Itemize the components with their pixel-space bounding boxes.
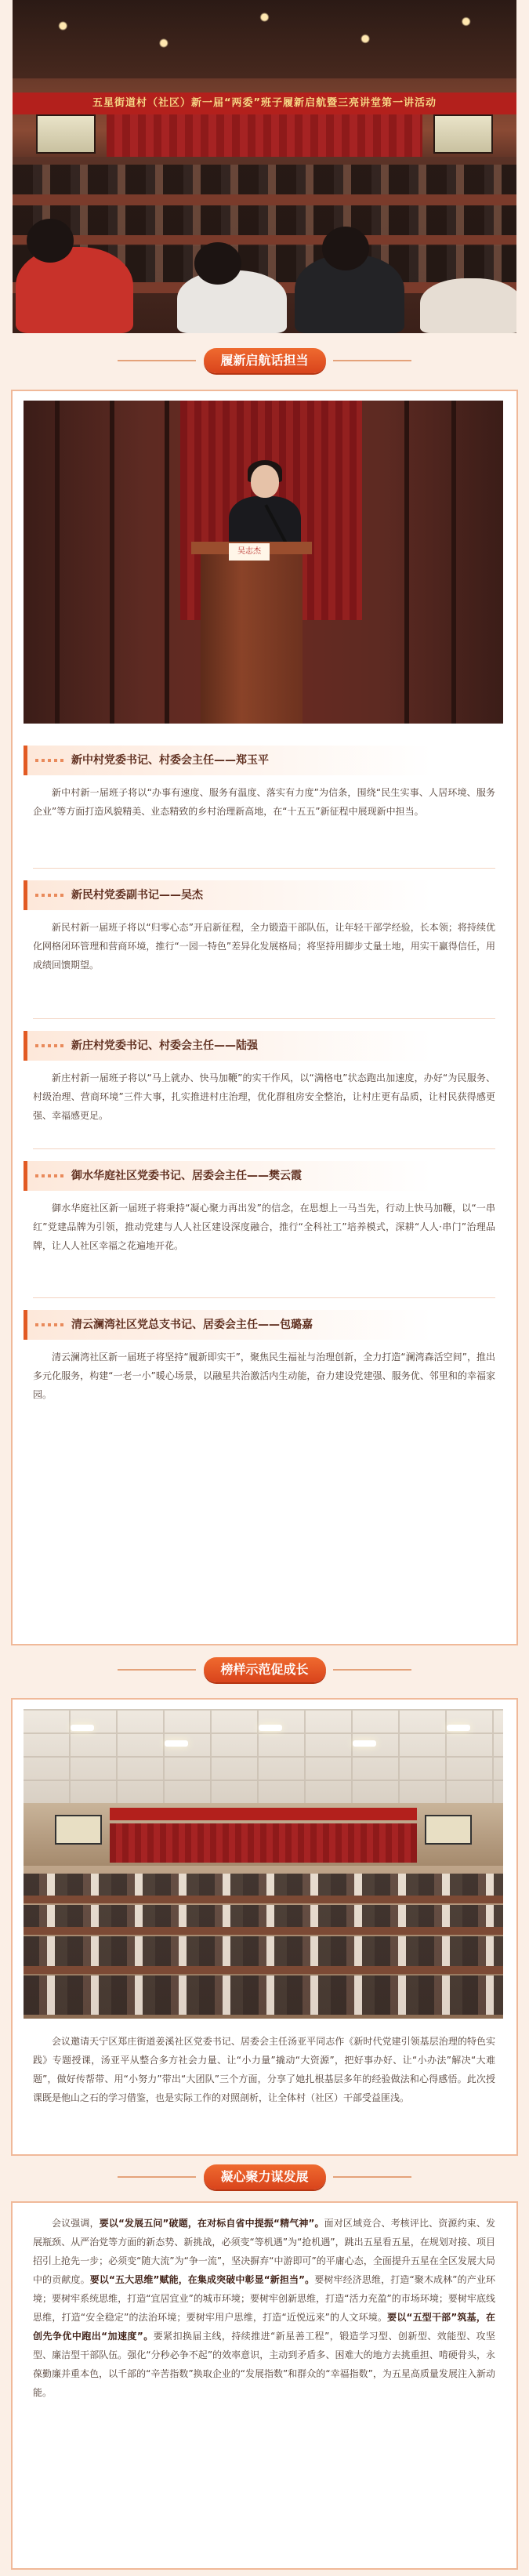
section-title: 履新启航话担当 bbox=[203, 348, 325, 373]
dots-decoration bbox=[35, 759, 63, 762]
section-card-3 bbox=[11, 2201, 518, 2570]
lecture-photo bbox=[24, 1709, 503, 2019]
entry-title: 御水华庭社区党委书记、居委会主任——樊云霞 bbox=[24, 1161, 503, 1191]
section-title: 榜样示范促成长 bbox=[203, 1657, 325, 1682]
event-banner: 五星街道村（社区）新一届“两委”班子履新启航暨三亮讲堂第一讲活动 bbox=[13, 93, 516, 114]
speaker-photo bbox=[24, 401, 503, 724]
dots-decoration bbox=[35, 1044, 63, 1047]
section-title: 凝心聚力谋发展 bbox=[203, 2164, 325, 2190]
entry-body: 新中村新一届班子将以“办事有速度、服务有温度、落实有力度”为信条，围绕“民生实事、人居环境、服务企业”等方面打造风貌精美、业态精致的乡村治理新高地，在“十五五”新征程中展现新中担当。 bbox=[33, 787, 495, 817]
section-body: 会议强调，要以“发展五问”破题，在对标自省中提振“精气神”。面对区域竞合、考核评比、资源约束、发展瓶颈、从严治党等方面的新态势、新挑战，必须变“等机遇”为“抢机遇”，跳出五星看五星，在规划对接、项目招引上抢先一步；必须变“随大流”为“争一流”，坚决摒弃“中游即可”的平庸心态，全面提升五星在全区发展大局中的贡献度。要以“五大思维”赋能，在集成突破中彰显“新担当”。要树牢经济思维，打造“聚木成林”的产业环境；要树牢系统思维，打造“宜居宜业”的城市环境；要树牢创新思维，打造“活力充盈”的市场环境；要树牢底线思维，打造“安全稳定”的法治环境；要树牢用户思维，打造“近悦远来”的人文环境。要以“五型干部”筑基，在创先争优中跑出“加速度”。要紧扣换届主线，持续推进“新星善工程”，锻造学习型、创新型、效能型、攻坚型、廉洁型干部队伍。强化“分秒必争不起”的效率意识，主动到矛盾多、困难大的地方去挑重担、啃硬骨头，永葆勤廉并重本色，以千部的“辛苦指数”换取企业的“发展指数”和群众的“幸福指数”，为五星高质量发展注入新动能。 bbox=[33, 2218, 496, 2398]
entry-body: 清云澜湾社区新一届班子将坚持“履新即实干”，聚焦民生福祉与治理创新，全力打造“澜湾森活空间”，推出多元化服务，构建“一老一小”暖心场景，以融星共治激活内生动能，奋力建设党建强、服务优、邻里和的幸福家园。 bbox=[33, 1351, 495, 1400]
section-card-1 bbox=[11, 390, 518, 1645]
entry-title: 新民村党委副书记——吴杰 bbox=[24, 880, 503, 910]
entry-title: 新中村党委书记、村委会主任——郑玉平 bbox=[24, 746, 503, 775]
dots-decoration bbox=[35, 1323, 63, 1326]
entry-title: 清云澜湾社区党总支书记、居委会主任——包璐嘉 bbox=[24, 1310, 503, 1340]
entry-title: 新庄村党委书记、村委会主任——陆强 bbox=[24, 1031, 503, 1061]
left-screen bbox=[36, 114, 96, 154]
section-card-2 bbox=[11, 1698, 518, 2156]
ceiling-lights bbox=[13, 0, 516, 86]
stage-curtain bbox=[107, 114, 422, 161]
audience bbox=[13, 157, 516, 333]
name-sign: 吴志杰 bbox=[229, 543, 270, 561]
entry-body: 新民村新一届班子将以“归零心态”开启新征程，全力锻造干部队伍，让年轻干部学经验，长本领；将持续优化网格闭环管理和营商环境，推行“一园一特色”差异化发展格局；将坚持用脚步丈量土地，用实干赢得信任，用成绩回馈期望。 bbox=[33, 922, 495, 971]
entry-body: 新庄村新一届班子将以“马上就办、快马加鞭”的实干作风，以“满格电”状态跑出加速度，办好“为民服务、村级治理、营商环境”三件大事，扎实推进村庄治理，优化群租房安全整治，让村庄更有品质，让村民获得感更强、幸福感更足。 bbox=[33, 1072, 495, 1121]
section-header-2 bbox=[0, 1654, 529, 1685]
section-header-3 bbox=[0, 2161, 529, 2193]
dots-decoration bbox=[35, 1174, 63, 1177]
meeting-hall-photo bbox=[13, 0, 516, 333]
right-screen bbox=[433, 114, 493, 154]
dots-decoration bbox=[35, 894, 63, 897]
section-body: 会议邀请天宁区郑庄街道姜溪社区党委书记、居委会主任汤亚平同志作《新时代党建引领基层治理的特色实践》专题授课，汤亚平从整合多方社会力量、让“小力量”撬动“大资源”，把好事办好、让“小办法”解决“大难题”，做好传帮带、用“小努力”带出“大团队”三个方面，分享了她扎根基层多年的经验做法和心得感悟。此次授课既是他山之石的学习借鉴，也是实际工作的对照剖析，让全体村（社区）干部受益匪浅。 bbox=[33, 2036, 495, 2103]
entry-body: 御水华庭社区新一届班子将秉持“凝心聚力再出发”的信念，在思想上一马当先，行动上快马加鞭，以“一串红”党建品牌为引领，推动党建与人人社区建设深度融合，推行“全科社工”培养模式，深耕“人人·串门”治理品牌，让人人社区幸福之花遍地开花。 bbox=[33, 1203, 495, 1251]
section-header-1 bbox=[0, 345, 529, 376]
